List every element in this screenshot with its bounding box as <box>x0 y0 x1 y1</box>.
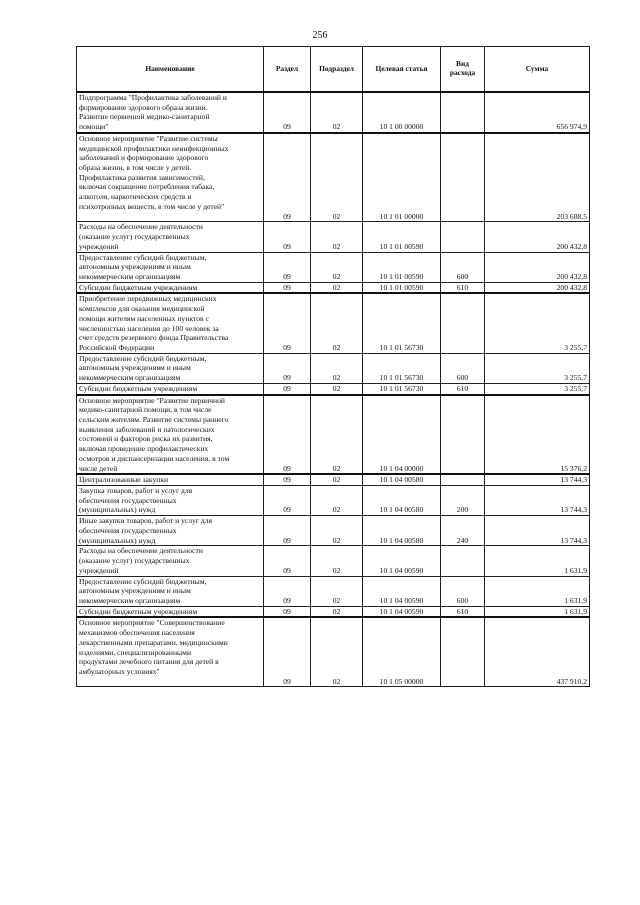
cell-target: 10 1 04 00580 <box>363 516 441 546</box>
cell-type <box>441 222 485 252</box>
header-section: Раздел <box>264 47 311 93</box>
cell-target: 10 1 04 00590 <box>363 606 441 617</box>
cell-name: Централизованные закупки <box>77 474 264 485</box>
cell-section: 09 <box>264 486 311 516</box>
cell-sum: 13 744,3 <box>485 516 590 546</box>
header-sum: Сумма <box>485 47 590 93</box>
cell-target: 10 1 00 00000 <box>363 92 441 133</box>
cell-target: 10 1 01 56730 <box>363 293 441 353</box>
cell-target: 10 1 01 00590 <box>363 252 441 282</box>
header-target: Целевая статья <box>363 47 441 93</box>
cell-subsection: 02 <box>311 222 363 252</box>
table-row <box>77 576 590 606</box>
cell-name: Предоставление субсидий бюджетным, автономным учреждениям и иным некоммерческим организациям <box>77 353 264 383</box>
cell-target: 10 1 04 00590 <box>363 576 441 606</box>
cell-section: 09 <box>264 383 311 394</box>
cell-subsection: 02 <box>311 133 363 222</box>
cell-subsection: 02 <box>311 474 363 485</box>
cell-sum: 1 631,9 <box>485 546 590 576</box>
header-subsection: Подраздел <box>311 47 363 93</box>
table-row <box>77 252 590 282</box>
table-row <box>77 606 590 617</box>
cell-type <box>441 133 485 222</box>
cell-sum: 1 631,9 <box>485 606 590 617</box>
cell-name: Расходы на обеспечение деятельности (оказание услуг) государственных учреждений <box>77 546 264 576</box>
cell-sum: 15 376,2 <box>485 395 590 475</box>
cell-section: 09 <box>264 474 311 485</box>
cell-name: Закупка товаров, работ и услуг для обеспечения государственных (муниципальных) нужд <box>77 486 264 516</box>
cell-subsection: 02 <box>311 252 363 282</box>
cell-sum: 203 688,5 <box>485 133 590 222</box>
cell-name: Субсидии бюджетным учреждениям <box>77 383 264 394</box>
cell-type <box>441 395 485 475</box>
cell-subsection: 02 <box>311 617 363 687</box>
cell-name: Приобретение передвижных медицинских комплексов для оказания медицинской помощи жителям населенных пунктов с численностью населения до 100 человек за счет средств резервного фонда Правительства Российской Федерации <box>77 293 264 353</box>
cell-sum: 3 255,7 <box>485 353 590 383</box>
cell-sum: 3 255,7 <box>485 293 590 353</box>
cell-target: 10 1 04 00590 <box>363 546 441 576</box>
cell-section: 09 <box>264 576 311 606</box>
cell-subsection: 02 <box>311 395 363 475</box>
page-number: 256 <box>312 30 328 41</box>
cell-sum: 1 631,9 <box>485 576 590 606</box>
cell-subsection: 02 <box>311 606 363 617</box>
cell-subsection: 02 <box>311 92 363 133</box>
budget-table <box>76 46 590 687</box>
cell-section: 09 <box>264 282 311 293</box>
cell-name: Расходы на обеспечение деятельности (оказание услуг) государственных учреждений <box>77 222 264 252</box>
cell-section: 09 <box>264 516 311 546</box>
cell-section: 09 <box>264 353 311 383</box>
cell-target: 10 1 01 56730 <box>363 383 441 394</box>
cell-type: 600 <box>441 353 485 383</box>
table-row <box>77 222 590 252</box>
cell-type <box>441 617 485 687</box>
cell-type <box>441 92 485 133</box>
table-row <box>77 516 590 546</box>
cell-name: Субсидии бюджетным учреждениям <box>77 606 264 617</box>
cell-subsection: 02 <box>311 282 363 293</box>
cell-sum: 200 432,8 <box>485 252 590 282</box>
cell-name: Основное мероприятие "Развитие первичной медико-санитарной помощи, в том числе сельским жителям. Развитие системы раннего выявления заболеваний и патологических состояний и факторов риска их развития, включая проведение профилактических осмотров и диспансеризации населения, в том числе детей <box>77 395 264 475</box>
cell-sum: 13 744,3 <box>485 474 590 485</box>
cell-target: 10 1 01 00000 <box>363 133 441 222</box>
cell-sum: 437 910,2 <box>485 617 590 687</box>
cell-subsection: 02 <box>311 486 363 516</box>
cell-name: Предоставление субсидий бюджетным, автономным учреждениям и иным некоммерческим организациям <box>77 576 264 606</box>
cell-sum: 13 744,3 <box>485 486 590 516</box>
table-row <box>77 617 590 687</box>
cell-type <box>441 293 485 353</box>
cell-section: 09 <box>264 293 311 353</box>
cell-sum: 200 432,8 <box>485 222 590 252</box>
cell-target: 10 1 01 00590 <box>363 282 441 293</box>
cell-type: 240 <box>441 516 485 546</box>
table-row <box>77 486 590 516</box>
cell-subsection: 02 <box>311 546 363 576</box>
table-row <box>77 546 590 576</box>
cell-subsection: 02 <box>311 516 363 546</box>
cell-name: Основное мероприятие "Совершенствование механизмов обеспечения населения лекарственными препаратами, медицинскими изделиями, специализированными продуктами лечебного питания для детей в амбулаторных условиях" <box>77 617 264 687</box>
cell-target: 10 1 01 56730 <box>363 353 441 383</box>
cell-type: 610 <box>441 383 485 394</box>
cell-type <box>441 546 485 576</box>
cell-target: 10 1 01 00590 <box>363 222 441 252</box>
cell-type: 600 <box>441 252 485 282</box>
cell-section: 09 <box>264 133 311 222</box>
cell-subsection: 02 <box>311 576 363 606</box>
cell-type: 610 <box>441 282 485 293</box>
cell-section: 09 <box>264 222 311 252</box>
cell-name: Основное мероприятие "Развитие системы медицинской профилактики неинфекционных заболеваний и формирование здорового образа жизни, в том числе у детей. Профилактика развития зависимостей, включая сокращение потребления табака, алкоголя, наркотических средств и психотропных веществ, в том числе у детей" <box>77 133 264 222</box>
cell-sum: 3 255,7 <box>485 383 590 394</box>
table-row <box>77 133 590 222</box>
table-row <box>77 282 590 293</box>
cell-section: 09 <box>264 617 311 687</box>
table-row <box>77 293 590 353</box>
table-row <box>77 474 590 485</box>
cell-section: 09 <box>264 606 311 617</box>
cell-target: 10 1 05 00000 <box>363 617 441 687</box>
cell-type <box>441 474 485 485</box>
cell-target: 10 1 04 00000 <box>363 395 441 475</box>
cell-sum: 656 974,9 <box>485 92 590 133</box>
table-row <box>77 383 590 394</box>
cell-section: 09 <box>264 92 311 133</box>
cell-section: 09 <box>264 395 311 475</box>
cell-subsection: 02 <box>311 353 363 383</box>
cell-target: 10 1 04 00580 <box>363 486 441 516</box>
cell-target: 10 1 04 00580 <box>363 474 441 485</box>
cell-subsection: 02 <box>311 383 363 394</box>
cell-type: 600 <box>441 576 485 606</box>
cell-sum: 200 432,8 <box>485 282 590 293</box>
cell-name: Предоставление субсидий бюджетным, автономным учреждениям и иным некоммерческим организациям <box>77 252 264 282</box>
cell-type: 610 <box>441 606 485 617</box>
cell-name: Подпрограмма "Профилактика заболеваний и формирование здорового образа жизни. Развитие первичной медико-санитарной помощи" <box>77 92 264 133</box>
cell-name: Субсидии бюджетным учреждениям <box>77 282 264 293</box>
header-type: Вид расхода <box>441 47 485 93</box>
cell-section: 09 <box>264 252 311 282</box>
table-header-row <box>77 47 590 93</box>
header-name: Наименование <box>77 47 264 93</box>
table-row <box>77 353 590 383</box>
cell-name: Иные закупки товаров, работ и услуг для обеспечения государственных (муниципальных) нужд <box>77 516 264 546</box>
cell-type: 200 <box>441 486 485 516</box>
table-row <box>77 395 590 475</box>
table-row <box>77 92 590 133</box>
cell-subsection: 02 <box>311 293 363 353</box>
cell-section: 09 <box>264 546 311 576</box>
